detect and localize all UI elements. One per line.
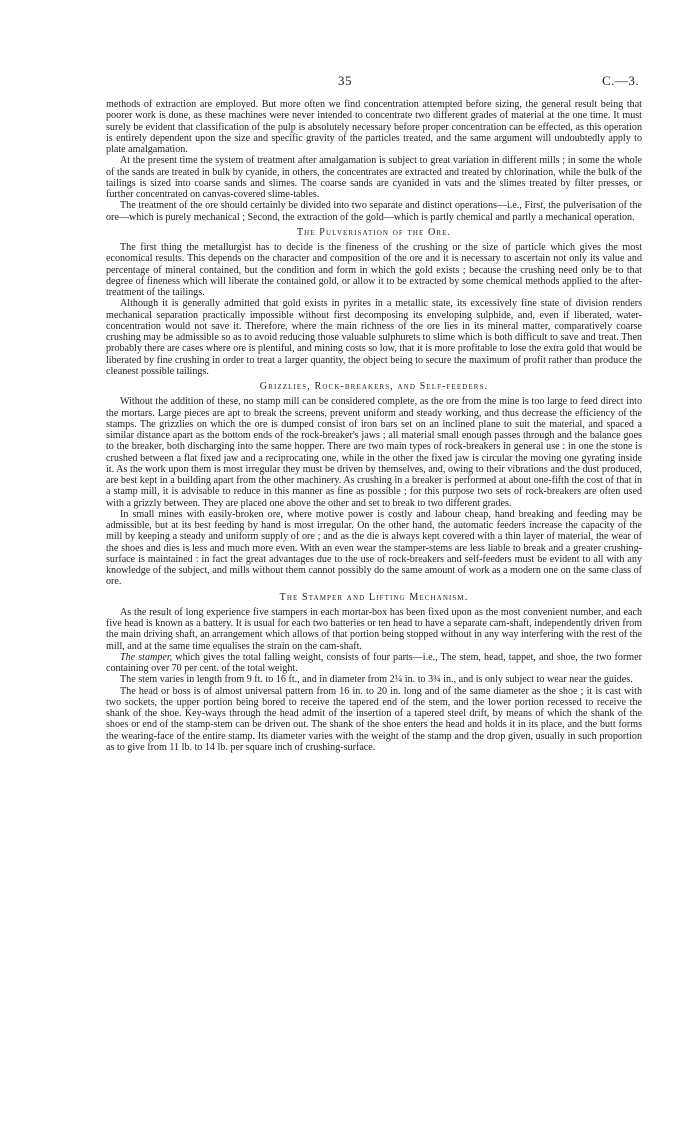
paragraph: The first thing the metallurgist has to decide is the fineness of the crushing or the size of particle which gives the most economical results. This depends on the character and composition of the ore and it is necessary to ascertain not only its value and percentage of mineral contained, but the condition and form in which the gold exists ; because the crushing need only be to that degree of fineness which will liberate the contained gold, or allow it to be extracted by some chemical methods applied to the after-treatment of the tailings.: [106, 242, 642, 298]
paragraph: [106, 652, 642, 675]
italic-lead: The stamper,: [120, 651, 173, 663]
paragraph: The treatment of the ore should certainly be divided into two separate and distinct operations—i.e., First, the pulverisation of the ore—which is purely mechanical ; Second, the extraction of the gold—which is partly chemical and partly a mechanical operation.: [106, 200, 642, 223]
page-number: 35: [338, 73, 352, 88]
section-heading: Grizzlies, Rock-breakers, and Self-feeders.: [259, 381, 489, 392]
paragraph: The head or boss is of almost universal pattern from 16 in. to 20 in. long and of the same diameter as the shoe ; it is cast with two sockets, the upper portion being bored to receive the tapered end of the stem, and the lower portion recessed to receive the shank of the shoe. Key-ways through the head admit of the insertion of a tapered steel drift, by means of which the shank of the shoes or end of the stamp-stem can be driven out. The shank of the shoe enters the head and holds it in its place, and the butt forms the wearing-face of the entire stamp. Its diameter varies with the weight of the stamp and the drop given, usually in such proportion as to give from 11 lb. to 14 lb. per square inch of crushing-surface.: [106, 685, 642, 753]
paragraph-text: which gives the total falling weight, consists of four parts—i.e., The stem, head, tappet, and shoe, the two former containing over 70 per cent. of the total weight.: [106, 651, 642, 674]
paragraph: In small mines with easily-broken ore, where motive power is costly and labour cheap, hand breaking and feeding may be admissible, but at its best feeding by hand is most irregular. On the other hand, the automatic feeders increase the capacity of the mill by keeping a steady and uniform supply of ore ; and as the die is always kept covered with a thin layer of material, the wear of the shoes and dies is less and much more even. With an even wear the stamper-stems are less liable to break and a greater crushing-surface is maintained : in fact the great advantages due to the use of rock-breakers and self-feeders must be evident to all with any knowledge of the subject, and mills without them cannot possibly do the same amount of work as a modern one on the same class of ore.: [106, 508, 642, 588]
paragraph: Without the addition of these, no stamp mill can be considered complete, as the ore from the mine is too large to feed direct into the mortars. Large pieces are apt to break the screens, prevent uniform and steady working, and thus decrease the efficiency of the stamps. The grizzlies on which the ore is dumped consist of iron bars set on an inclined plane to suit the material, and spaced a similar distance apart as the bottom ends of the rock-breaker's jaws ; all material small enough passes through and the balance goes to the breaker, both discharging into the same hopper. There are two main types of rock-breakers in general use : in one the stone is crushed between a flat fixed jaw and a reciprocating one, while in the other the fixed jaw is circular the moving one gyrating inside it. As the work upon them is most irregular they must be driven by themselves, and, owing to their vibrations and the dust produced, are best kept in a building apart from the other machinery. As crushing in a breaker is performed at about one-fifth the cost of that in a stamp mill, it is advisable to reduce in this manner as fine as possible ; for this purpose two sets of rock-breakers are often used with a grizzly between. They are placed one above the other and set to break to two different grades.: [106, 396, 642, 509]
section-heading: The Stamper and Lifting Mechanism.: [279, 591, 469, 603]
section-heading: The Pulverisation of the Ore.: [296, 226, 452, 238]
paragraph: Although it is generally admitted that gold exists in pyrites in a metallic state, its excessively fine state of division renders mechanical separation practically impossible without first decomposing its enveloping sulphide, and, even if liberated, water-concentration would not save it. Therefore, where the main richness of the ore lies in its mineral matter, comparatively coarse crushing may be admissible so as to avoid reducing those valuable sulphurets to slime which is both difficult to save and treat. Then probably there are cases where ore is plentiful, and mining costs so low, that it is more profitable to lose the extra gold that would be liberated by fine crushing in order to treat a larger quantity, the object being to secure the maximum of profit rather than produce the cleanest possible tailings.: [106, 298, 642, 377]
paragraph: methods of extraction are employed. But more often we find concentration attempted before sizing, the general result being that poorer work is done, as these machines were never intended to concentrate two different grades of material at the one time. It must surely be evident that classification of the pulp is absolutely necessary before proper concentration can be effected, as this operation is entirely dependent upon the size and specific gravity of the particles treated, and the same argument will undoubtedly apply to plate amalgamation.: [106, 99, 642, 155]
paragraph: At the present time the system of treatment after amalgamation is subject to great variation in different mills ; in some the whole of the sands are treated in bulk by cyanide, in others, the concentrates are extracted and treated by chlorination, while the bulk of the tailings is sized into coarse sands and slimes. The coarse sands are cyanided in vats and the slimes treated by filter presses, or further concentrated on canvas-covered slime-tables.: [106, 155, 642, 200]
paragraph: The stem varies in length from 9 ft. to 16 ft., and in diameter from 2¼ in. to 3¾ in., and is only subject to wear near the guides.: [120, 674, 633, 686]
document-code: C.—3.: [602, 73, 640, 88]
paragraph: As the result of long experience five stampers in each mortar-box has been fixed upon as the most convenient number, and each five head is known as a battery. It is usual for each two batteries or ten head to have a separate cam-shaft, independently driven from the main driving shaft, an arrangement which allows of that portion being stopped without in any way interfering with the rest of the mill, and at the same time equalises the strain on the cam-shaft.: [106, 606, 642, 652]
body-text: [106, 99, 642, 753]
